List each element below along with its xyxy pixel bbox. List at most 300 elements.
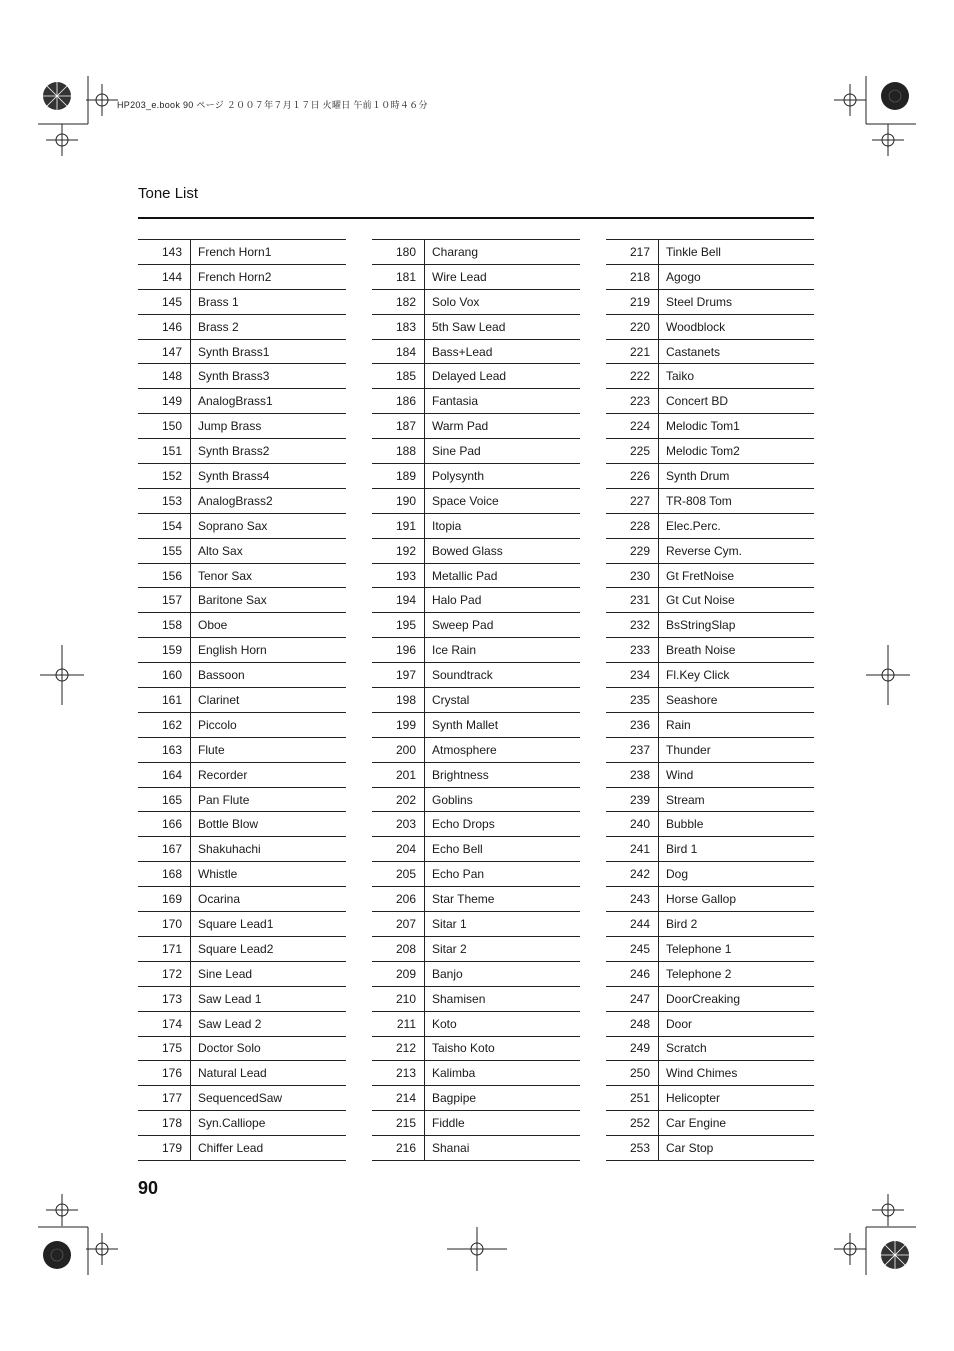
tone-number: 249 [606, 1036, 659, 1061]
tone-name: TR-808 Tom [659, 488, 815, 513]
tone-name: Car Engine [659, 1111, 815, 1136]
tone-name: DoorCreaking [659, 986, 815, 1011]
tone-number: 217 [606, 240, 659, 265]
table-row [606, 240, 814, 265]
tone-number: 165 [138, 787, 191, 812]
tone-name: Synth Brass4 [191, 464, 347, 489]
table-row [138, 1111, 346, 1136]
tone-name: Kalimba [425, 1061, 581, 1086]
tone-number: 159 [138, 638, 191, 663]
table-row [372, 887, 580, 912]
tone-number: 179 [138, 1136, 191, 1161]
tone-name: Fantasia [425, 389, 581, 414]
tone-number: 180 [372, 240, 425, 265]
tone-number: 152 [138, 464, 191, 489]
tone-name: Star Theme [425, 887, 581, 912]
tone-number: 196 [372, 638, 425, 663]
tone-name: Soprano Sax [191, 513, 347, 538]
table-row [138, 762, 346, 787]
tone-name: English Horn [191, 638, 347, 663]
tone-name: Fiddle [425, 1111, 581, 1136]
table-row [606, 488, 814, 513]
tone-number: 154 [138, 513, 191, 538]
table-row [138, 712, 346, 737]
table-row [606, 812, 814, 837]
table-row [606, 912, 814, 937]
table-row [138, 986, 346, 1011]
table-row [372, 240, 580, 265]
table-row [372, 912, 580, 937]
tone-number: 185 [372, 364, 425, 389]
tone-name: Synth Mallet [425, 712, 581, 737]
table-row [372, 588, 580, 613]
tone-name: Echo Bell [425, 837, 581, 862]
table-row [606, 663, 814, 688]
tone-number: 248 [606, 1011, 659, 1036]
tone-name: Ocarina [191, 887, 347, 912]
table-row [372, 488, 580, 513]
tone-number: 214 [372, 1086, 425, 1111]
table-row [606, 762, 814, 787]
table-row [372, 1111, 580, 1136]
table-row [606, 339, 814, 364]
tone-name: Bassoon [191, 663, 347, 688]
tone-number: 160 [138, 663, 191, 688]
table-row [372, 513, 580, 538]
tone-number: 225 [606, 439, 659, 464]
tone-name: Saw Lead 1 [191, 986, 347, 1011]
tone-name: Bottle Blow [191, 812, 347, 837]
tone-name: Bass+Lead [425, 339, 581, 364]
tone-number: 172 [138, 961, 191, 986]
table-row [372, 837, 580, 862]
table-row [606, 389, 814, 414]
tone-number: 218 [606, 264, 659, 289]
tone-number: 222 [606, 364, 659, 389]
table-row [372, 1136, 580, 1161]
tone-name: Synth Brass2 [191, 439, 347, 464]
tone-number: 244 [606, 912, 659, 937]
tone-number: 153 [138, 488, 191, 513]
tone-number: 229 [606, 538, 659, 563]
table-row [372, 264, 580, 289]
tone-name: Space Voice [425, 488, 581, 513]
tone-number: 236 [606, 712, 659, 737]
tone-name: Bagpipe [425, 1086, 581, 1111]
table-row [138, 688, 346, 713]
table-row [138, 837, 346, 862]
tone-number: 167 [138, 837, 191, 862]
tone-name: Tinkle Bell [659, 240, 815, 265]
table-row [372, 787, 580, 812]
tone-number: 208 [372, 936, 425, 961]
tone-number: 173 [138, 986, 191, 1011]
tone-number: 245 [606, 936, 659, 961]
tone-name: Charang [425, 240, 581, 265]
tone-name: Solo Vox [425, 289, 581, 314]
tone-name: Flute [191, 737, 347, 762]
tone-name: 5th Saw Lead [425, 314, 581, 339]
tone-number: 230 [606, 563, 659, 588]
tone-name: Pan Flute [191, 787, 347, 812]
table-row [372, 862, 580, 887]
tone-name: Taiko [659, 364, 815, 389]
tone-number: 213 [372, 1061, 425, 1086]
tone-number: 194 [372, 588, 425, 613]
tone-name: BsStringSlap [659, 613, 815, 638]
tone-number: 239 [606, 787, 659, 812]
table-row [138, 513, 346, 538]
table-row [138, 240, 346, 265]
table-row [606, 1036, 814, 1061]
table-row [138, 812, 346, 837]
table-row [606, 638, 814, 663]
tone-name: Telephone 1 [659, 936, 815, 961]
tone-number: 228 [606, 513, 659, 538]
table-row [606, 414, 814, 439]
tone-number: 162 [138, 712, 191, 737]
tone-name: Jump Brass [191, 414, 347, 439]
tone-table-column-2 [372, 239, 580, 1161]
tone-name: Thunder [659, 737, 815, 762]
table-row [606, 862, 814, 887]
tone-name: Halo Pad [425, 588, 581, 613]
tone-name: Woodblock [659, 314, 815, 339]
tone-number: 170 [138, 912, 191, 937]
table-row [138, 314, 346, 339]
tone-name: Steel Drums [659, 289, 815, 314]
tone-number: 192 [372, 538, 425, 563]
tone-number: 199 [372, 712, 425, 737]
tone-name: Seashore [659, 688, 815, 713]
tone-name: French Horn1 [191, 240, 347, 265]
table-row [138, 339, 346, 364]
table-row [138, 1061, 346, 1086]
tone-number: 241 [606, 837, 659, 862]
table-row [138, 1036, 346, 1061]
table-row [372, 986, 580, 1011]
table-row [138, 464, 346, 489]
table-row [372, 1036, 580, 1061]
table-row [372, 314, 580, 339]
table-row [372, 439, 580, 464]
tone-name: Koto [425, 1011, 581, 1036]
tone-number: 189 [372, 464, 425, 489]
table-row [372, 663, 580, 688]
tone-number: 157 [138, 588, 191, 613]
tone-name: Brass 2 [191, 314, 347, 339]
table-row [138, 787, 346, 812]
tone-name: Stream [659, 787, 815, 812]
tone-name: Atmosphere [425, 737, 581, 762]
table-row [606, 737, 814, 762]
tone-number: 237 [606, 737, 659, 762]
tone-name: Brass 1 [191, 289, 347, 314]
tone-number: 169 [138, 887, 191, 912]
tone-number: 188 [372, 439, 425, 464]
table-row [138, 1011, 346, 1036]
table-row [372, 464, 580, 489]
table-row [138, 1086, 346, 1111]
tone-number: 231 [606, 588, 659, 613]
table-row [606, 1061, 814, 1086]
table-row [138, 488, 346, 513]
table-row [606, 588, 814, 613]
tone-number: 203 [372, 812, 425, 837]
table-row [138, 588, 346, 613]
tone-number: 161 [138, 688, 191, 713]
tone-number: 243 [606, 887, 659, 912]
tone-number: 250 [606, 1061, 659, 1086]
tone-name: Horse Gallop [659, 887, 815, 912]
tone-number: 187 [372, 414, 425, 439]
tone-number: 183 [372, 314, 425, 339]
tone-number: 252 [606, 1111, 659, 1136]
tone-name: Melodic Tom2 [659, 439, 815, 464]
table-row [372, 638, 580, 663]
tone-number: 221 [606, 339, 659, 364]
tone-name: Shamisen [425, 986, 581, 1011]
tone-name: Tenor Sax [191, 563, 347, 588]
tone-name: Concert BD [659, 389, 815, 414]
tone-name: Recorder [191, 762, 347, 787]
tone-name: Warm Pad [425, 414, 581, 439]
tone-number: 176 [138, 1061, 191, 1086]
tone-number: 193 [372, 563, 425, 588]
tone-name: Telephone 2 [659, 961, 815, 986]
tone-number: 178 [138, 1111, 191, 1136]
tone-number: 205 [372, 862, 425, 887]
table-row [606, 538, 814, 563]
tone-name: Fl.Key Click [659, 663, 815, 688]
table-row [138, 887, 346, 912]
tone-name: Wind Chimes [659, 1061, 815, 1086]
tone-number: 240 [606, 812, 659, 837]
table-row [372, 414, 580, 439]
tone-number: 224 [606, 414, 659, 439]
table-row [606, 464, 814, 489]
tone-name: Square Lead1 [191, 912, 347, 937]
tone-number: 211 [372, 1011, 425, 1036]
table-row [606, 986, 814, 1011]
tone-name: Sine Pad [425, 439, 581, 464]
tone-number: 202 [372, 787, 425, 812]
table-row [372, 1061, 580, 1086]
table-row [372, 563, 580, 588]
table-row [606, 513, 814, 538]
tone-number: 232 [606, 613, 659, 638]
tone-number: 234 [606, 663, 659, 688]
tone-number: 175 [138, 1036, 191, 1061]
tone-name: Crystal [425, 688, 581, 713]
table-row [606, 1011, 814, 1036]
tone-number: 163 [138, 737, 191, 762]
tone-number: 168 [138, 862, 191, 887]
table-row [138, 389, 346, 414]
table-row [372, 364, 580, 389]
tone-name: Alto Sax [191, 538, 347, 563]
tone-name: Oboe [191, 613, 347, 638]
tone-number: 174 [138, 1011, 191, 1036]
table-row [372, 613, 580, 638]
tone-name: Syn.Calliope [191, 1111, 347, 1136]
tone-name: Rain [659, 712, 815, 737]
tone-name: Sitar 2 [425, 936, 581, 961]
table-row [372, 389, 580, 414]
table-row [606, 837, 814, 862]
tone-number: 242 [606, 862, 659, 887]
tone-name: SequencedSaw [191, 1086, 347, 1111]
tone-name: Helicopter [659, 1086, 815, 1111]
table-row [606, 787, 814, 812]
tone-number: 226 [606, 464, 659, 489]
tone-name: Synth Drum [659, 464, 815, 489]
tone-name: Synth Brass1 [191, 339, 347, 364]
tone-number: 210 [372, 986, 425, 1011]
tone-table-column-1 [138, 239, 346, 1161]
print-header: HP203_e.book 90 ページ ２００７年７月１７日 火曜日 午前１０時４６分 [117, 100, 428, 110]
table-row [372, 961, 580, 986]
table-row [372, 538, 580, 563]
table-row [372, 688, 580, 713]
tone-number: 181 [372, 264, 425, 289]
tone-name: Saw Lead 2 [191, 1011, 347, 1036]
tone-name: Taisho Koto [425, 1036, 581, 1061]
tone-number: 206 [372, 887, 425, 912]
tone-name: Breath Noise [659, 638, 815, 663]
table-row [138, 912, 346, 937]
tone-number: 251 [606, 1086, 659, 1111]
tone-number: 197 [372, 663, 425, 688]
tone-number: 158 [138, 613, 191, 638]
tone-name: Chiffer Lead [191, 1136, 347, 1161]
table-row [138, 638, 346, 663]
tone-number: 148 [138, 364, 191, 389]
tone-name: Natural Lead [191, 1061, 347, 1086]
tone-number: 207 [372, 912, 425, 937]
tone-name: Soundtrack [425, 663, 581, 688]
table-row [372, 1086, 580, 1111]
tone-name: Bird 1 [659, 837, 815, 862]
table-row [372, 712, 580, 737]
tone-name: Whistle [191, 862, 347, 887]
table-row [606, 613, 814, 638]
tone-name: Wire Lead [425, 264, 581, 289]
tone-name: Dog [659, 862, 815, 887]
tone-number: 186 [372, 389, 425, 414]
title-rule [138, 217, 814, 219]
tone-name: Delayed Lead [425, 364, 581, 389]
tone-name: Ice Rain [425, 638, 581, 663]
tone-number: 198 [372, 688, 425, 713]
tone-name: Wind [659, 762, 815, 787]
table-row [138, 264, 346, 289]
table-row [606, 688, 814, 713]
tone-number: 177 [138, 1086, 191, 1111]
tone-number: 164 [138, 762, 191, 787]
tone-name: Castanets [659, 339, 815, 364]
tone-name: Agogo [659, 264, 815, 289]
tone-number: 201 [372, 762, 425, 787]
tone-number: 215 [372, 1111, 425, 1136]
tone-name: Polysynth [425, 464, 581, 489]
tone-name: Echo Drops [425, 812, 581, 837]
tone-name: Bowed Glass [425, 538, 581, 563]
tone-number: 212 [372, 1036, 425, 1061]
tone-name: Sitar 1 [425, 912, 581, 937]
table-row [606, 961, 814, 986]
table-row [372, 1011, 580, 1036]
tone-name: Sweep Pad [425, 613, 581, 638]
table-row [138, 563, 346, 588]
tone-number: 150 [138, 414, 191, 439]
table-row [606, 563, 814, 588]
tone-number: 147 [138, 339, 191, 364]
tone-name: Doctor Solo [191, 1036, 347, 1061]
table-row [138, 289, 346, 314]
table-row [606, 289, 814, 314]
section-title: Tone List [138, 185, 199, 202]
table-row [138, 1136, 346, 1161]
tone-number: 171 [138, 936, 191, 961]
table-row [138, 414, 346, 439]
tone-number: 235 [606, 688, 659, 713]
table-row [606, 264, 814, 289]
tone-name: Gt FretNoise [659, 563, 815, 588]
table-row [606, 314, 814, 339]
table-row [138, 613, 346, 638]
tone-name: Clarinet [191, 688, 347, 713]
tone-number: 184 [372, 339, 425, 364]
table-row [372, 936, 580, 961]
tone-name: Square Lead2 [191, 936, 347, 961]
tone-name: AnalogBrass2 [191, 488, 347, 513]
page-number: 90 [138, 1178, 159, 1198]
table-row [138, 663, 346, 688]
tone-name: French Horn2 [191, 264, 347, 289]
tone-number: 149 [138, 389, 191, 414]
table-row [138, 538, 346, 563]
tone-name: Scratch [659, 1036, 815, 1061]
table-row [138, 439, 346, 464]
tone-table-column-3 [606, 239, 814, 1161]
tone-name: Melodic Tom1 [659, 414, 815, 439]
tone-number: 155 [138, 538, 191, 563]
tone-number: 156 [138, 563, 191, 588]
table-row [372, 737, 580, 762]
tone-number: 223 [606, 389, 659, 414]
tone-number: 219 [606, 289, 659, 314]
tone-name: Elec.Perc. [659, 513, 815, 538]
table-row [606, 936, 814, 961]
table-row [372, 812, 580, 837]
table-row [138, 862, 346, 887]
tone-name: Goblins [425, 787, 581, 812]
tone-number: 216 [372, 1136, 425, 1161]
table-row [138, 737, 346, 762]
table-row [138, 936, 346, 961]
tone-name: Piccolo [191, 712, 347, 737]
tone-number: 247 [606, 986, 659, 1011]
tone-number: 233 [606, 638, 659, 663]
tone-number: 246 [606, 961, 659, 986]
tone-name: Sine Lead [191, 961, 347, 986]
table-row [606, 1136, 814, 1161]
tone-name: Bird 2 [659, 912, 815, 937]
tone-name: Shakuhachi [191, 837, 347, 862]
tone-name: Car Stop [659, 1136, 815, 1161]
tone-number: 144 [138, 264, 191, 289]
